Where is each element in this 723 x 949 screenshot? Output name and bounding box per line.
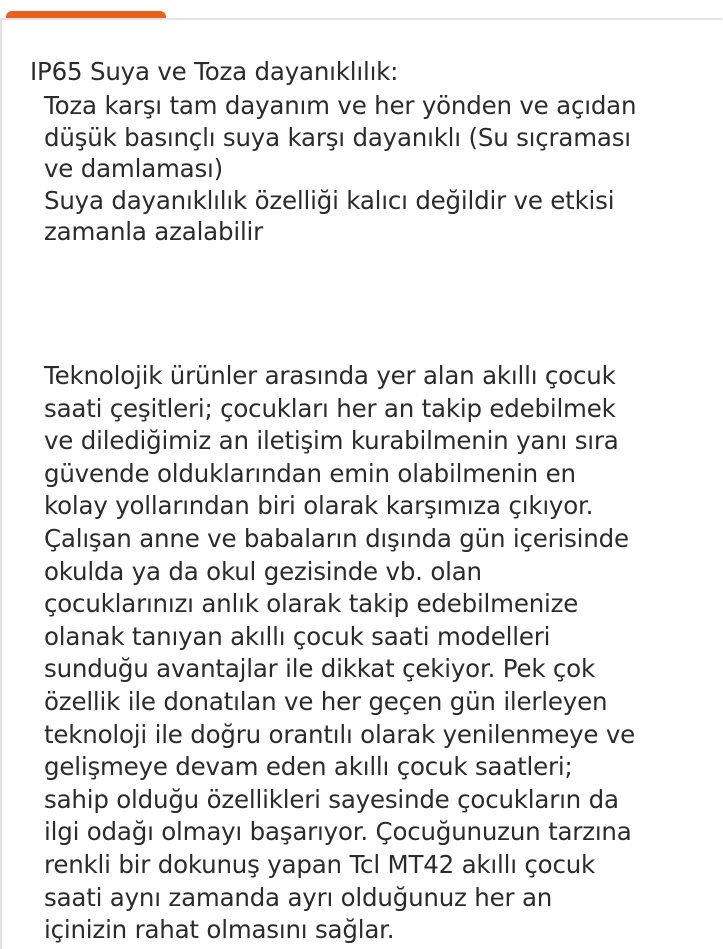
- tab-strip: [0, 0, 723, 20]
- section-heading: IP65 Suya ve Toza dayanıklılık:: [30, 57, 399, 86]
- spec-line: düşük basınçlı suya karşı dayanıklı (Su sıçraması: [44, 122, 631, 152]
- description-line: okulda ya da okul gezisinde vb. olan: [44, 556, 482, 586]
- description-line: kolay yollarından biri olarak karşımıza çıkıyor.: [44, 491, 594, 521]
- description-line: sunduğu avantajlar ile dikkat çekiyor. Pek çok: [44, 654, 595, 684]
- tab-divider: [0, 18, 722, 20]
- description-line: olanak tanıyan akıllı çocuk saati modelleri: [44, 621, 551, 651]
- description-line: Çalışan anne ve babaların dışında gün içerisinde: [44, 523, 629, 553]
- description-line: Teknolojik ürünler arasında yer alan akıllı çocuk: [44, 361, 616, 390]
- description-line: içinizin rahat olmasını sağlar.: [44, 915, 395, 945]
- description-line: ilgi odağı olmayı başarıyor. Çocuğunuzun tarzına: [44, 817, 632, 847]
- description-line: özellik ile donatılan ve her geçen gün ilerleyen: [44, 686, 608, 716]
- description-line: güvende olduklarından emin olabilmenin en: [44, 458, 576, 488]
- description-line: teknoloji ile doğru orantılı olarak yenilenmeye ve: [44, 719, 636, 749]
- spec-line: zamanla azalabilir: [44, 217, 264, 246]
- panel-left-border: [0, 18, 2, 949]
- product-description-paragraph: [44, 360, 714, 947]
- spec-line: Toza karşı tam dayanım ve her yönden ve açıdan: [44, 91, 637, 120]
- ip65-spec-text: [44, 90, 714, 248]
- description-line: renkli bir dokunuş yapan Tcl MT42 akıllı çocuk: [44, 849, 596, 879]
- description-line: saati aynı zamanda ayrı olduğunuz her an: [44, 882, 553, 912]
- description-line: saati çeşitleri; çocukları her an takip edebilmek: [44, 393, 616, 423]
- description-line: ve dilediğimiz an iletişim kurabilmenin yanı sıra: [44, 426, 619, 456]
- spec-line: ve damlaması): [44, 154, 224, 183]
- description-line: sahip olduğu özellikleri sayesinde çocukların da: [44, 784, 619, 814]
- description-line: çocuklarınızı anlık olarak takip edebilmenize: [44, 589, 579, 619]
- spec-line: Suya dayanıklılık özelliği kalıcı değildir ve etkisi: [44, 185, 615, 215]
- description-line: gelişmeye devam eden akıllı çocuk saatleri;: [44, 752, 573, 782]
